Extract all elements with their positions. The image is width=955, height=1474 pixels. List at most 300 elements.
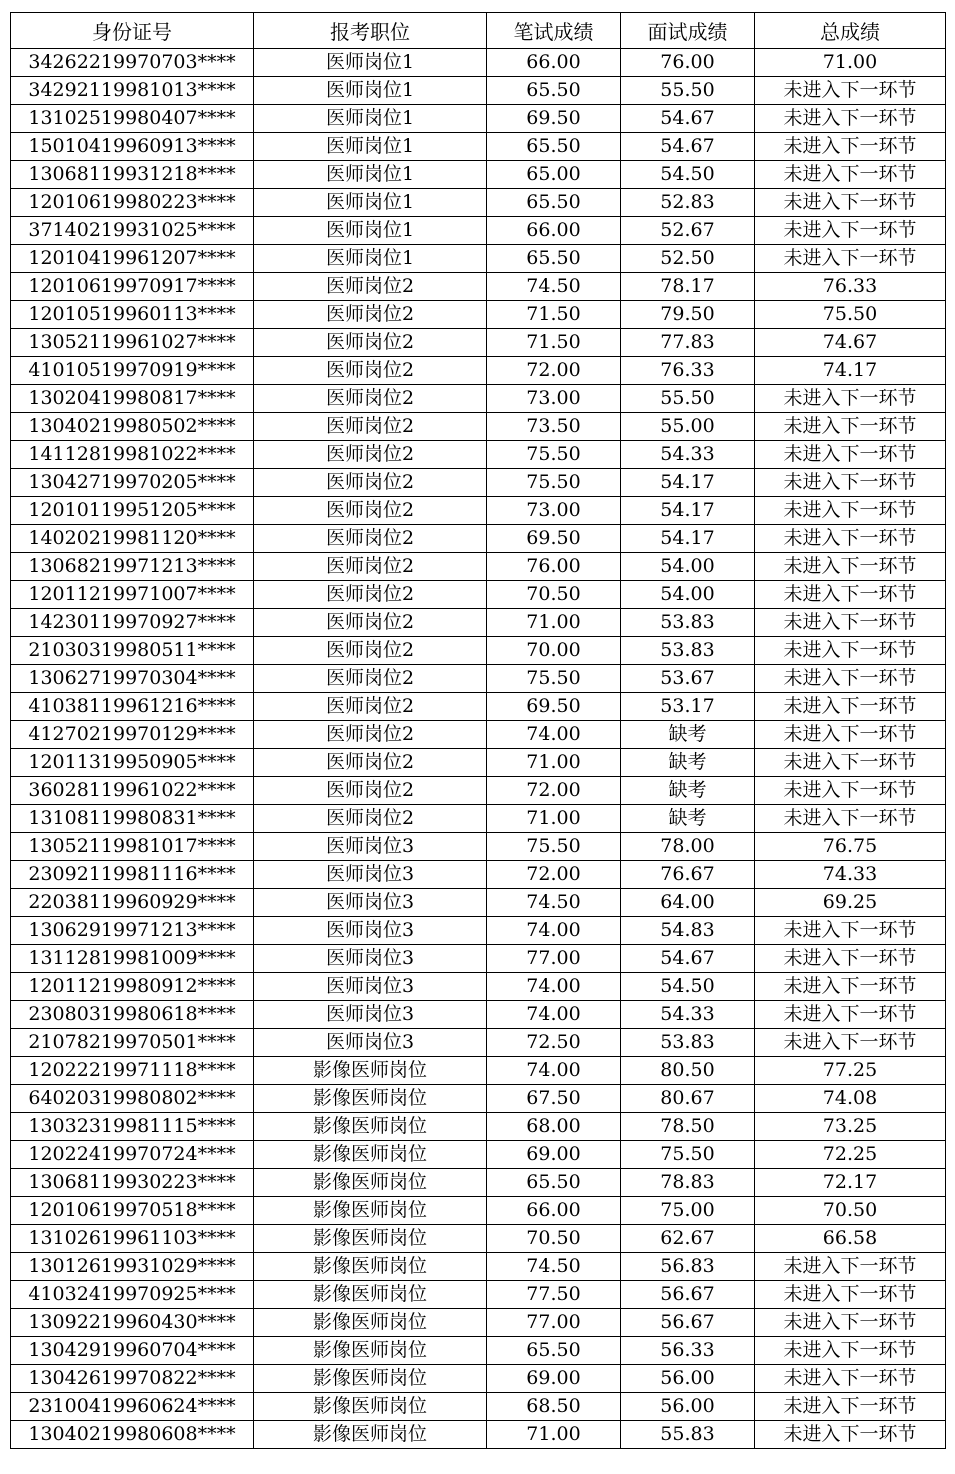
cell-id-number: 37140219931025****: [11, 217, 254, 245]
cell-id-number: 14020219981120****: [11, 525, 254, 553]
cell-position: 医师岗位3: [254, 1001, 487, 1029]
cell-position: 医师岗位2: [254, 357, 487, 385]
cell-id-number: 12010619970518****: [11, 1197, 254, 1225]
cell-interview-score: 78.17: [621, 273, 755, 301]
table-row: [11, 329, 946, 357]
table-row: [11, 245, 946, 273]
cell-total-score: 未进入下一环节: [755, 553, 946, 581]
table-row: [11, 301, 946, 329]
table-row: [11, 581, 946, 609]
cell-position: 医师岗位1: [254, 217, 487, 245]
table-row: [11, 497, 946, 525]
cell-position: 医师岗位2: [254, 329, 487, 357]
cell-position: 医师岗位2: [254, 301, 487, 329]
cell-total-score: 未进入下一环节: [755, 693, 946, 721]
table-row: [11, 833, 946, 861]
cell-position: 医师岗位3: [254, 889, 487, 917]
cell-interview-score: 54.17: [621, 525, 755, 553]
cell-total-score: 未进入下一环节: [755, 1421, 946, 1449]
cell-written-score: 71.50: [487, 329, 621, 357]
cell-total-score: 未进入下一环节: [755, 497, 946, 525]
cell-position: 影像医师岗位: [254, 1281, 487, 1309]
table-row: [11, 1225, 946, 1253]
cell-total-score: 未进入下一环节: [755, 217, 946, 245]
table-row: [11, 1309, 946, 1337]
cell-total-score: 76.75: [755, 833, 946, 861]
cell-total-score: 未进入下一环节: [755, 1337, 946, 1365]
cell-id-number: 12010519960113****: [11, 301, 254, 329]
cell-id-number: 23100419960624****: [11, 1393, 254, 1421]
cell-written-score: 74.00: [487, 1057, 621, 1085]
cell-interview-score: 54.50: [621, 161, 755, 189]
cell-position: 医师岗位2: [254, 273, 487, 301]
cell-written-score: 65.50: [487, 133, 621, 161]
cell-interview-score: 78.50: [621, 1113, 755, 1141]
cell-id-number: 41270219970129****: [11, 721, 254, 749]
cell-written-score: 72.00: [487, 777, 621, 805]
cell-written-score: 65.50: [487, 77, 621, 105]
table-row: [11, 77, 946, 105]
cell-interview-score: 缺考: [621, 749, 755, 777]
cell-total-score: 未进入下一环节: [755, 1029, 946, 1057]
score-table-container: [10, 12, 945, 1449]
cell-position: 医师岗位2: [254, 385, 487, 413]
cell-position: 影像医师岗位: [254, 1393, 487, 1421]
cell-id-number: 36028119961022****: [11, 777, 254, 805]
cell-interview-score: 53.83: [621, 637, 755, 665]
cell-total-score: 未进入下一环节: [755, 777, 946, 805]
cell-interview-score: 52.50: [621, 245, 755, 273]
cell-position: 医师岗位3: [254, 973, 487, 1001]
cell-total-score: 75.50: [755, 301, 946, 329]
cell-position: 医师岗位3: [254, 833, 487, 861]
table-row: [11, 1113, 946, 1141]
header-row: [11, 13, 946, 49]
cell-interview-score: 64.00: [621, 889, 755, 917]
cell-interview-score: 缺考: [621, 721, 755, 749]
cell-interview-score: 77.83: [621, 329, 755, 357]
header-written-score: 笔试成绩: [487, 13, 621, 49]
cell-position: 影像医师岗位: [254, 1169, 487, 1197]
cell-position: 医师岗位2: [254, 497, 487, 525]
cell-interview-score: 62.67: [621, 1225, 755, 1253]
cell-interview-score: 54.33: [621, 441, 755, 469]
cell-total-score: 70.50: [755, 1197, 946, 1225]
cell-position: 影像医师岗位: [254, 1365, 487, 1393]
cell-total-score: 未进入下一环节: [755, 581, 946, 609]
cell-id-number: 13062919971213****: [11, 917, 254, 945]
table-row: [11, 1141, 946, 1169]
cell-total-score: 未进入下一环节: [755, 133, 946, 161]
cell-interview-score: 76.33: [621, 357, 755, 385]
cell-interview-score: 75.00: [621, 1197, 755, 1225]
cell-interview-score: 55.83: [621, 1421, 755, 1449]
cell-position: 医师岗位1: [254, 105, 487, 133]
table-row: [11, 385, 946, 413]
cell-total-score: 74.17: [755, 357, 946, 385]
table-row: [11, 413, 946, 441]
cell-id-number: 13042619970822****: [11, 1365, 254, 1393]
cell-interview-score: 80.50: [621, 1057, 755, 1085]
cell-position: 影像医师岗位: [254, 1225, 487, 1253]
cell-id-number: 13068119930223****: [11, 1169, 254, 1197]
cell-id-number: 13052119961027****: [11, 329, 254, 357]
cell-id-number: 13042919960704****: [11, 1337, 254, 1365]
cell-interview-score: 52.67: [621, 217, 755, 245]
cell-written-score: 73.00: [487, 497, 621, 525]
cell-interview-score: 54.00: [621, 553, 755, 581]
cell-total-score: 未进入下一环节: [755, 945, 946, 973]
cell-written-score: 75.50: [487, 665, 621, 693]
cell-total-score: 未进入下一环节: [755, 1281, 946, 1309]
cell-written-score: 70.50: [487, 1225, 621, 1253]
cell-interview-score: 56.00: [621, 1393, 755, 1421]
cell-position: 医师岗位2: [254, 441, 487, 469]
cell-written-score: 75.50: [487, 441, 621, 469]
cell-total-score: 72.25: [755, 1141, 946, 1169]
cell-total-score: 76.33: [755, 273, 946, 301]
cell-written-score: 68.50: [487, 1393, 621, 1421]
cell-written-score: 69.50: [487, 693, 621, 721]
cell-id-number: 23080319980618****: [11, 1001, 254, 1029]
cell-written-score: 69.50: [487, 525, 621, 553]
table-row: [11, 49, 946, 77]
cell-interview-score: 55.00: [621, 413, 755, 441]
cell-position: 医师岗位2: [254, 693, 487, 721]
cell-written-score: 65.50: [487, 245, 621, 273]
cell-id-number: 23092119981116****: [11, 861, 254, 889]
cell-written-score: 72.00: [487, 861, 621, 889]
cell-id-number: 12011319950905****: [11, 749, 254, 777]
cell-id-number: 13108119980831****: [11, 805, 254, 833]
cell-position: 影像医师岗位: [254, 1085, 487, 1113]
cell-total-score: 69.25: [755, 889, 946, 917]
cell-position: 医师岗位2: [254, 637, 487, 665]
cell-total-score: 未进入下一环节: [755, 245, 946, 273]
table-row: [11, 273, 946, 301]
cell-position: 医师岗位3: [254, 861, 487, 889]
cell-id-number: 12022219971118****: [11, 1057, 254, 1085]
cell-written-score: 74.50: [487, 889, 621, 917]
table-row: [11, 469, 946, 497]
cell-interview-score: 53.83: [621, 609, 755, 637]
cell-interview-score: 54.00: [621, 581, 755, 609]
cell-written-score: 74.00: [487, 1001, 621, 1029]
cell-interview-score: 76.67: [621, 861, 755, 889]
table-row: [11, 189, 946, 217]
cell-id-number: 41032419970925****: [11, 1281, 254, 1309]
cell-total-score: 未进入下一环节: [755, 749, 946, 777]
cell-total-score: 未进入下一环节: [755, 1365, 946, 1393]
cell-position: 医师岗位2: [254, 805, 487, 833]
cell-interview-score: 56.00: [621, 1365, 755, 1393]
cell-written-score: 70.50: [487, 581, 621, 609]
cell-written-score: 66.00: [487, 217, 621, 245]
score-table: [10, 12, 946, 1449]
cell-id-number: 13020419980817****: [11, 385, 254, 413]
cell-id-number: 34262219970703****: [11, 49, 254, 77]
table-row: [11, 217, 946, 245]
cell-interview-score: 53.17: [621, 693, 755, 721]
cell-interview-score: 78.00: [621, 833, 755, 861]
cell-position: 医师岗位1: [254, 161, 487, 189]
cell-written-score: 66.00: [487, 1197, 621, 1225]
cell-written-score: 75.50: [487, 469, 621, 497]
cell-id-number: 41038119961216****: [11, 693, 254, 721]
table-body: [11, 49, 946, 1449]
cell-written-score: 74.50: [487, 1253, 621, 1281]
cell-position: 医师岗位1: [254, 49, 487, 77]
table-row: [11, 1253, 946, 1281]
cell-written-score: 71.00: [487, 609, 621, 637]
cell-interview-score: 79.50: [621, 301, 755, 329]
cell-written-score: 71.00: [487, 1421, 621, 1449]
cell-id-number: 12010419961207****: [11, 245, 254, 273]
cell-interview-score: 56.67: [621, 1309, 755, 1337]
cell-written-score: 69.00: [487, 1141, 621, 1169]
table-row: [11, 665, 946, 693]
cell-total-score: 未进入下一环节: [755, 637, 946, 665]
cell-position: 医师岗位2: [254, 581, 487, 609]
cell-position: 医师岗位1: [254, 245, 487, 273]
cell-written-score: 71.00: [487, 749, 621, 777]
table-row: [11, 1169, 946, 1197]
table-row: [11, 105, 946, 133]
cell-id-number: 12010619970917****: [11, 273, 254, 301]
cell-id-number: 21030319980511****: [11, 637, 254, 665]
table-row: [11, 1001, 946, 1029]
cell-id-number: 12022419970724****: [11, 1141, 254, 1169]
cell-total-score: 未进入下一环节: [755, 413, 946, 441]
cell-id-number: 14230119970927****: [11, 609, 254, 637]
cell-id-number: 41010519970919****: [11, 357, 254, 385]
cell-position: 医师岗位2: [254, 721, 487, 749]
cell-position: 医师岗位2: [254, 525, 487, 553]
cell-total-score: 71.00: [755, 49, 946, 77]
cell-id-number: 12010119951205****: [11, 497, 254, 525]
cell-total-score: 未进入下一环节: [755, 385, 946, 413]
cell-written-score: 72.50: [487, 1029, 621, 1057]
cell-id-number: 13040219980608****: [11, 1421, 254, 1449]
cell-id-number: 34292119981013****: [11, 77, 254, 105]
cell-total-score: 未进入下一环节: [755, 525, 946, 553]
cell-interview-score: 53.67: [621, 665, 755, 693]
cell-total-score: 77.25: [755, 1057, 946, 1085]
cell-id-number: 13112819981009****: [11, 945, 254, 973]
table-row: [11, 1393, 946, 1421]
cell-interview-score: 54.33: [621, 1001, 755, 1029]
cell-id-number: 13042719970205****: [11, 469, 254, 497]
cell-written-score: 68.00: [487, 1113, 621, 1141]
cell-total-score: 未进入下一环节: [755, 1001, 946, 1029]
cell-total-score: 未进入下一环节: [755, 609, 946, 637]
cell-id-number: 12011219971007****: [11, 581, 254, 609]
cell-written-score: 71.50: [487, 301, 621, 329]
cell-written-score: 69.00: [487, 1365, 621, 1393]
table-row: [11, 973, 946, 1001]
cell-position: 医师岗位2: [254, 553, 487, 581]
cell-interview-score: 75.50: [621, 1141, 755, 1169]
table-row: [11, 441, 946, 469]
cell-total-score: 73.25: [755, 1113, 946, 1141]
table-row: [11, 161, 946, 189]
cell-id-number: 13102619961103****: [11, 1225, 254, 1253]
cell-written-score: 74.00: [487, 973, 621, 1001]
cell-id-number: 21078219970501****: [11, 1029, 254, 1057]
cell-position: 医师岗位1: [254, 77, 487, 105]
table-row: [11, 357, 946, 385]
table-row: [11, 1029, 946, 1057]
table-header: [11, 13, 946, 49]
cell-id-number: 12010619980223****: [11, 189, 254, 217]
cell-interview-score: 54.17: [621, 469, 755, 497]
table-row: [11, 749, 946, 777]
table-row: [11, 1085, 946, 1113]
cell-total-score: 72.17: [755, 1169, 946, 1197]
cell-position: 医师岗位2: [254, 413, 487, 441]
cell-total-score: 未进入下一环节: [755, 1393, 946, 1421]
cell-position: 影像医师岗位: [254, 1113, 487, 1141]
cell-interview-score: 54.50: [621, 973, 755, 1001]
cell-id-number: 14112819981022****: [11, 441, 254, 469]
cell-interview-score: 53.83: [621, 1029, 755, 1057]
cell-total-score: 66.58: [755, 1225, 946, 1253]
table-row: [11, 805, 946, 833]
cell-total-score: 未进入下一环节: [755, 469, 946, 497]
cell-written-score: 74.00: [487, 917, 621, 945]
cell-total-score: 未进入下一环节: [755, 805, 946, 833]
cell-position: 医师岗位2: [254, 665, 487, 693]
cell-position: 医师岗位2: [254, 777, 487, 805]
cell-written-score: 73.00: [487, 385, 621, 413]
cell-interview-score: 54.17: [621, 497, 755, 525]
cell-total-score: 74.08: [755, 1085, 946, 1113]
cell-total-score: 未进入下一环节: [755, 665, 946, 693]
cell-position: 影像医师岗位: [254, 1197, 487, 1225]
table-row: [11, 721, 946, 749]
header-id-number: 身份证号: [11, 13, 254, 49]
cell-written-score: 76.00: [487, 553, 621, 581]
cell-total-score: 未进入下一环节: [755, 189, 946, 217]
cell-written-score: 71.00: [487, 805, 621, 833]
cell-total-score: 未进入下一环节: [755, 973, 946, 1001]
cell-written-score: 74.50: [487, 273, 621, 301]
cell-id-number: 13012619931029****: [11, 1253, 254, 1281]
table-row: [11, 133, 946, 161]
cell-written-score: 77.00: [487, 1309, 621, 1337]
cell-interview-score: 55.50: [621, 77, 755, 105]
table-row: [11, 1337, 946, 1365]
cell-interview-score: 56.67: [621, 1281, 755, 1309]
cell-id-number: 13052119981017****: [11, 833, 254, 861]
cell-interview-score: 54.67: [621, 105, 755, 133]
cell-written-score: 65.50: [487, 1169, 621, 1197]
cell-written-score: 69.50: [487, 105, 621, 133]
cell-interview-score: 76.00: [621, 49, 755, 77]
cell-interview-score: 54.67: [621, 133, 755, 161]
cell-total-score: 未进入下一环节: [755, 161, 946, 189]
table-row: [11, 525, 946, 553]
cell-written-score: 73.50: [487, 413, 621, 441]
cell-id-number: 13068219971213****: [11, 553, 254, 581]
cell-written-score: 67.50: [487, 1085, 621, 1113]
cell-total-score: 未进入下一环节: [755, 721, 946, 749]
header-interview-score: 面试成绩: [621, 13, 755, 49]
table-row: [11, 1057, 946, 1085]
cell-id-number: 12011219980912****: [11, 973, 254, 1001]
table-row: [11, 637, 946, 665]
cell-position: 医师岗位1: [254, 189, 487, 217]
cell-id-number: 64020319980802****: [11, 1085, 254, 1113]
cell-position: 医师岗位2: [254, 609, 487, 637]
cell-interview-score: 56.83: [621, 1253, 755, 1281]
cell-position: 影像医师岗位: [254, 1057, 487, 1085]
cell-written-score: 72.00: [487, 357, 621, 385]
cell-total-score: 74.33: [755, 861, 946, 889]
table-row: [11, 945, 946, 973]
cell-written-score: 75.50: [487, 833, 621, 861]
cell-id-number: 22038119960929****: [11, 889, 254, 917]
cell-written-score: 74.00: [487, 721, 621, 749]
header-position: 报考职位: [254, 13, 487, 49]
cell-total-score: 74.67: [755, 329, 946, 357]
cell-interview-score: 52.83: [621, 189, 755, 217]
cell-written-score: 77.00: [487, 945, 621, 973]
cell-total-score: 未进入下一环节: [755, 105, 946, 133]
cell-id-number: 13062719970304****: [11, 665, 254, 693]
header-total-score: 总成绩: [755, 13, 946, 49]
cell-interview-score: 54.67: [621, 945, 755, 973]
cell-written-score: 65.50: [487, 1337, 621, 1365]
table-row: [11, 1197, 946, 1225]
cell-position: 医师岗位2: [254, 749, 487, 777]
cell-position: 影像医师岗位: [254, 1309, 487, 1337]
cell-position: 医师岗位2: [254, 469, 487, 497]
cell-id-number: 13102519980407****: [11, 105, 254, 133]
cell-id-number: 13032319981115****: [11, 1113, 254, 1141]
cell-total-score: 未进入下一环节: [755, 77, 946, 105]
cell-written-score: 65.00: [487, 161, 621, 189]
cell-id-number: 15010419960913****: [11, 133, 254, 161]
cell-written-score: 65.50: [487, 189, 621, 217]
table-row: [11, 609, 946, 637]
cell-id-number: 13068119931218****: [11, 161, 254, 189]
cell-id-number: 13092219960430****: [11, 1309, 254, 1337]
table-row: [11, 861, 946, 889]
cell-interview-score: 78.83: [621, 1169, 755, 1197]
cell-total-score: 未进入下一环节: [755, 441, 946, 469]
cell-position: 影像医师岗位: [254, 1253, 487, 1281]
cell-position: 影像医师岗位: [254, 1337, 487, 1365]
table-row: [11, 777, 946, 805]
table-row: [11, 1421, 946, 1449]
cell-position: 影像医师岗位: [254, 1141, 487, 1169]
cell-interview-score: 缺考: [621, 805, 755, 833]
cell-interview-score: 80.67: [621, 1085, 755, 1113]
cell-position: 影像医师岗位: [254, 1421, 487, 1449]
cell-position: 医师岗位3: [254, 917, 487, 945]
cell-written-score: 77.50: [487, 1281, 621, 1309]
cell-written-score: 66.00: [487, 49, 621, 77]
table-row: [11, 917, 946, 945]
table-row: [11, 1365, 946, 1393]
cell-interview-score: 56.33: [621, 1337, 755, 1365]
cell-id-number: 13040219980502****: [11, 413, 254, 441]
cell-total-score: 未进入下一环节: [755, 1309, 946, 1337]
table-row: [11, 693, 946, 721]
table-row: [11, 553, 946, 581]
cell-total-score: 未进入下一环节: [755, 1253, 946, 1281]
